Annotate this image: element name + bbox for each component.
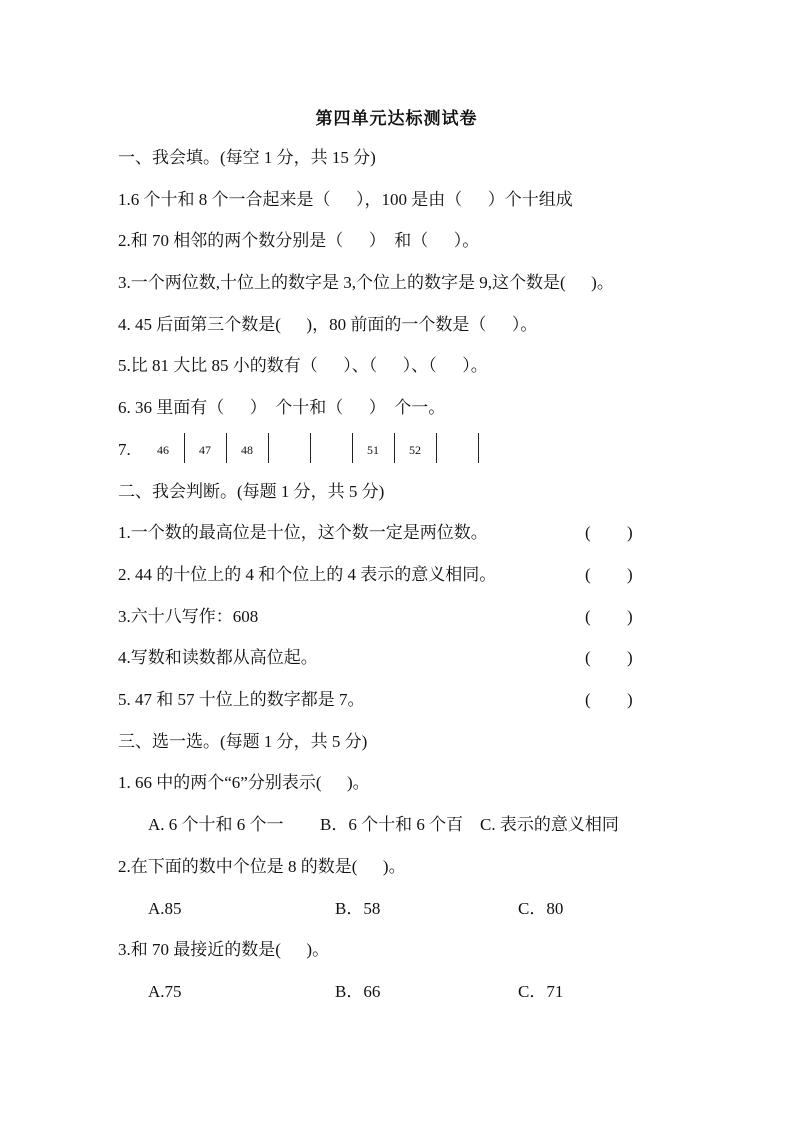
section-heading-judge: 二、我会判断。(每题 1 分，共 5 分) bbox=[118, 482, 385, 501]
number-cell: 52 bbox=[409, 443, 421, 457]
answer-paren-open[interactable]: ( bbox=[585, 523, 591, 542]
choice-option-b[interactable]: B．58 bbox=[335, 899, 381, 918]
cell-divider bbox=[310, 433, 311, 463]
choice-option-b[interactable]: B．6 个十和 6 个百 bbox=[320, 815, 464, 834]
judge-question-4: 4.写数和读数都从高位起。 bbox=[118, 648, 318, 667]
choice-option-a[interactable]: A. 6 个十和 6 个一 bbox=[148, 815, 284, 834]
answer-paren-close[interactable]: ) bbox=[627, 607, 633, 626]
fill-question-7-label: 7. bbox=[118, 440, 131, 459]
fill-question-3: 3.一个两位数,十位上的数字是 3,个位上的数字是 9,这个数是( )。 bbox=[118, 273, 614, 292]
answer-paren-close[interactable]: ) bbox=[627, 565, 633, 584]
number-cell: 46 bbox=[157, 443, 169, 457]
choice-option-a[interactable]: A.75 bbox=[148, 982, 182, 1001]
cell-divider bbox=[436, 433, 437, 463]
choice-option-a[interactable]: A.85 bbox=[148, 899, 182, 918]
answer-paren-close[interactable]: ) bbox=[627, 648, 633, 667]
fill-question-4: 4. 45 后面第三个数是( )，80 前面的一个数是（ ）。 bbox=[118, 315, 538, 334]
cell-divider bbox=[268, 433, 269, 463]
answer-paren-open[interactable]: ( bbox=[585, 607, 591, 626]
answer-paren-close[interactable]: ) bbox=[627, 523, 633, 542]
answer-paren-close[interactable]: ) bbox=[627, 690, 633, 709]
section-heading-choice: 三、选一选。(每题 1 分，共 5 分) bbox=[118, 732, 368, 751]
fill-question-5: 5.比 81 大比 85 小的数有（ ）、（ ）、（ ）。 bbox=[118, 356, 488, 375]
judge-question-2: 2. 44 的十位上的 4 和个位上的 4 表示的意义相同。 bbox=[118, 565, 497, 584]
choice-option-c[interactable]: C. 表示的意义相同 bbox=[480, 815, 619, 834]
fill-question-6: 6. 36 里面有（ ） 个十和（ ） 个一。 bbox=[118, 398, 446, 417]
choice-option-c[interactable]: C．80 bbox=[518, 899, 564, 918]
choice-option-b[interactable]: B．66 bbox=[335, 982, 381, 1001]
judge-question-5: 5. 47 和 57 十位上的数字都是 7。 bbox=[118, 690, 365, 709]
answer-paren-open[interactable]: ( bbox=[585, 690, 591, 709]
choice-question-1: 1. 66 中的两个“6”分别表示( )。 bbox=[118, 773, 370, 792]
answer-paren-open[interactable]: ( bbox=[585, 565, 591, 584]
choice-option-c[interactable]: C．71 bbox=[518, 982, 564, 1001]
number-cell: 51 bbox=[367, 443, 379, 457]
choice-question-2: 2.在下面的数中个位是 8 的数是( )。 bbox=[118, 857, 406, 876]
fill-question-1: 1.6 个十和 8 个一合起来是（ ），100 是由（ ）个十组成 bbox=[118, 190, 573, 209]
judge-question-1: 1.一个数的最高位是十位，这个数一定是两位数。 bbox=[118, 523, 488, 542]
judge-question-3: 3.六十八写作：608 bbox=[118, 607, 259, 626]
number-cell: 48 bbox=[241, 443, 253, 457]
page-title: 第四单元达标测试卷 bbox=[315, 109, 478, 129]
choice-question-3: 3.和 70 最接近的数是( )。 bbox=[118, 940, 330, 959]
cell-divider bbox=[478, 433, 479, 463]
answer-paren-open[interactable]: ( bbox=[585, 648, 591, 667]
number-cell: 47 bbox=[199, 443, 211, 457]
fill-question-2: 2.和 70 相邻的两个数分别是（ ） 和（ ）。 bbox=[118, 231, 480, 250]
section-heading-fill: 一、我会填。(每空 1 分，共 15 分) bbox=[118, 148, 376, 167]
